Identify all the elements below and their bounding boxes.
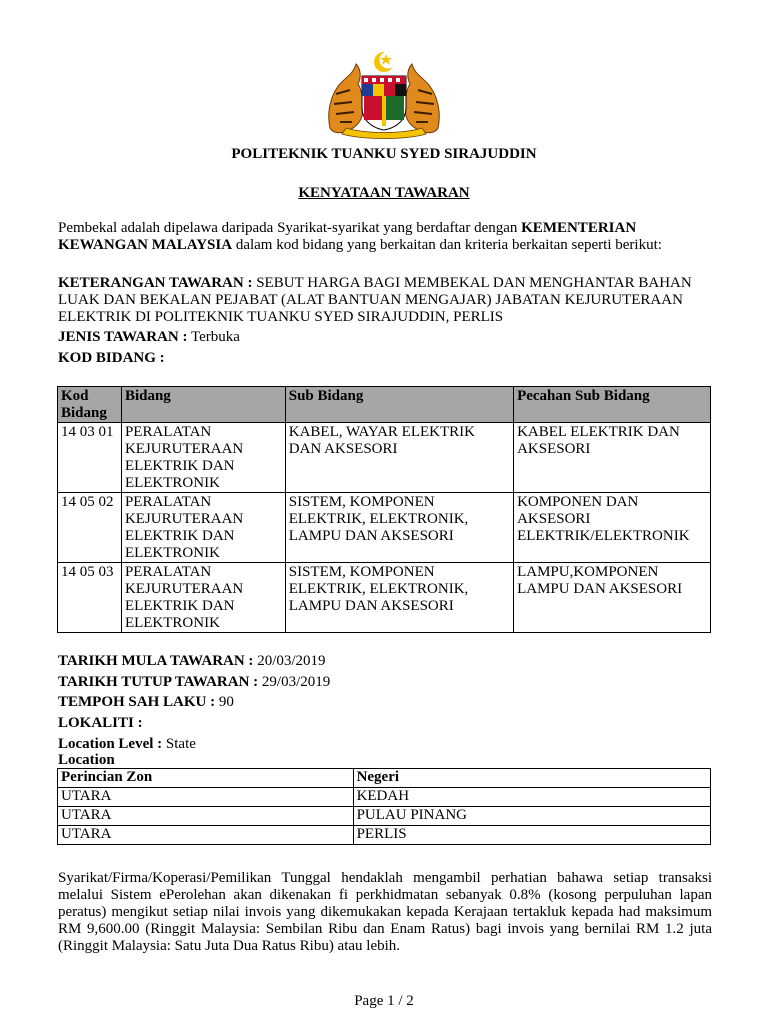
table-header-row <box>58 769 711 788</box>
table-row <box>58 807 711 826</box>
column-header: Kod Bidang <box>58 387 122 423</box>
table-cell: SISTEM, KOMPONEN ELEKTRIK, ELEKTRONIK, LAMPU DAN AKSESORI <box>285 563 513 633</box>
validity-period <box>58 694 234 711</box>
location-text: Location <box>58 752 115 768</box>
keterangan-value: SEBUT HARGA BAGI MEMBEKAL DAN MENGHANTAR BAHAN LUAK DAN BEKALAN PEJABAT (ALAT BANTUAN MENGAJAR) JABATAN KEJURUTERAAN ELEKTRIK DI POLITEKNIK TUANKU SYED SIRAJUDDIN, PERLIS <box>58 275 692 325</box>
page-number: Page 1 / 2 <box>354 993 414 1009</box>
institution-name: POLITEKNIK TUANKU SYED SIRAJUDDIN <box>231 146 537 162</box>
close-date <box>58 674 330 691</box>
table-cell: SISTEM, KOMPONEN ELEKTRIK, ELEKTRONIK, LAMPU DAN AKSESORI <box>285 493 513 563</box>
table-row <box>58 563 711 633</box>
table-cell: 14 03 01 <box>58 423 122 493</box>
jenis-label: JENIS TAWARAN : <box>58 329 188 345</box>
table-cell: 14 05 03 <box>58 563 122 633</box>
start-date-label: TARIKH MULA TAWARAN : <box>58 653 254 669</box>
table-cell: KOMPONEN DAN AKSESORI ELEKTRIK/ELEKTRONIK <box>514 493 711 563</box>
start-date <box>58 653 326 670</box>
ministry-name: KEMENTERIAN KEWANGAN MALAYSIA <box>58 220 637 253</box>
column-header: Perincian Zon <box>58 769 354 788</box>
column-header: Sub Bidang <box>285 387 513 423</box>
validity-value: 90 <box>215 694 234 710</box>
intro-text-after: dalam kod bidang yang berkaitan dan kriteria berkaitan seperti berikut: <box>232 237 662 253</box>
location-label <box>58 752 115 769</box>
table-header-row <box>58 387 711 423</box>
keterangan-label: KETERANGAN TAWARAN : <box>58 275 253 291</box>
table-cell: UTARA <box>58 788 354 807</box>
location-level-label: Location Level : <box>58 736 163 752</box>
table-cell: KABEL, WAYAR ELEKTRIK DAN AKSESORI <box>285 423 513 493</box>
table-row <box>58 423 711 493</box>
locality-label <box>58 715 143 732</box>
table-cell: LAMPU,KOMPONEN LAMPU DAN AKSESORI <box>514 563 711 633</box>
column-header: Bidang <box>121 387 285 423</box>
jenis-value: Terbuka <box>187 329 240 345</box>
table-cell: UTARA <box>58 826 354 845</box>
table-row <box>58 493 711 563</box>
table-cell: KABEL ELEKTRIK DAN AKSESORI <box>514 423 711 493</box>
table-cell: PERALATAN KEJURUTERAAN ELEKTRIK DAN ELEKTRONIK <box>121 493 285 563</box>
kod-bidang-label <box>58 350 165 367</box>
table-row <box>58 826 711 845</box>
kod-bidang-table <box>57 386 711 633</box>
location-level <box>58 736 196 753</box>
locality-text: LOKALITI : <box>58 715 143 731</box>
table-cell: 14 05 02 <box>58 493 122 563</box>
column-header: Negeri <box>353 769 710 788</box>
service-fee-notice: Syarikat/Firma/Koperasi/Pemilikan Tunggal hendaklah mengambil perhatian bahawa setiap transaksi melalui Sistem ePerolehan akan dikenakan fi perkhidmatan sebanyak 0.8% (kosong perpuluhan lapan peratus) mengikut setiap nilai invois yang dikemukakan kepada Kerajaan tertakluk kepada had maksimum RM 9,600.00 (Ringgit Malaysia: Sembilan Ribu dan Enam Ratus) bagi invois yang bernilai RM 1.2 juta (Ringgit Malaysia: Satu Juta Dua Ratus Ribu) atau lebih. <box>58 870 712 954</box>
table-cell: KEDAH <box>353 788 710 807</box>
table-cell: PERALATAN KEJURUTERAAN ELEKTRIK DAN ELEKTRONIK <box>121 563 285 633</box>
close-date-value: 29/03/2019 <box>258 674 331 690</box>
table-cell: PERALATAN KEJURUTERAAN ELEKTRIK DAN ELEKTRONIK <box>121 423 285 493</box>
location-level-value: State <box>162 736 196 752</box>
coat-of-arms-logo <box>322 50 446 142</box>
document-heading: KENYATAAN TAWARAN <box>298 185 470 201</box>
intro-text-before: Pembekal adalah dipelawa daripada Syarikat-syarikat yang berdaftar dengan <box>58 220 522 236</box>
tender-type <box>58 329 240 346</box>
close-date-label: TARIKH TUTUP TAWARAN : <box>58 674 259 690</box>
table-row <box>58 788 711 807</box>
table-cell: PERLIS <box>353 826 710 845</box>
start-date-value: 20/03/2019 <box>253 653 326 669</box>
tender-description <box>58 275 712 326</box>
column-header: Pecahan Sub Bidang <box>514 387 711 423</box>
kod-bidang-text: KOD BIDANG : <box>58 350 165 366</box>
intro-paragraph <box>58 220 712 254</box>
validity-label: TEMPOH SAH LAKU : <box>58 694 216 710</box>
table-cell: UTARA <box>58 807 354 826</box>
location-table <box>57 768 711 845</box>
table-cell: PULAU PINANG <box>353 807 710 826</box>
